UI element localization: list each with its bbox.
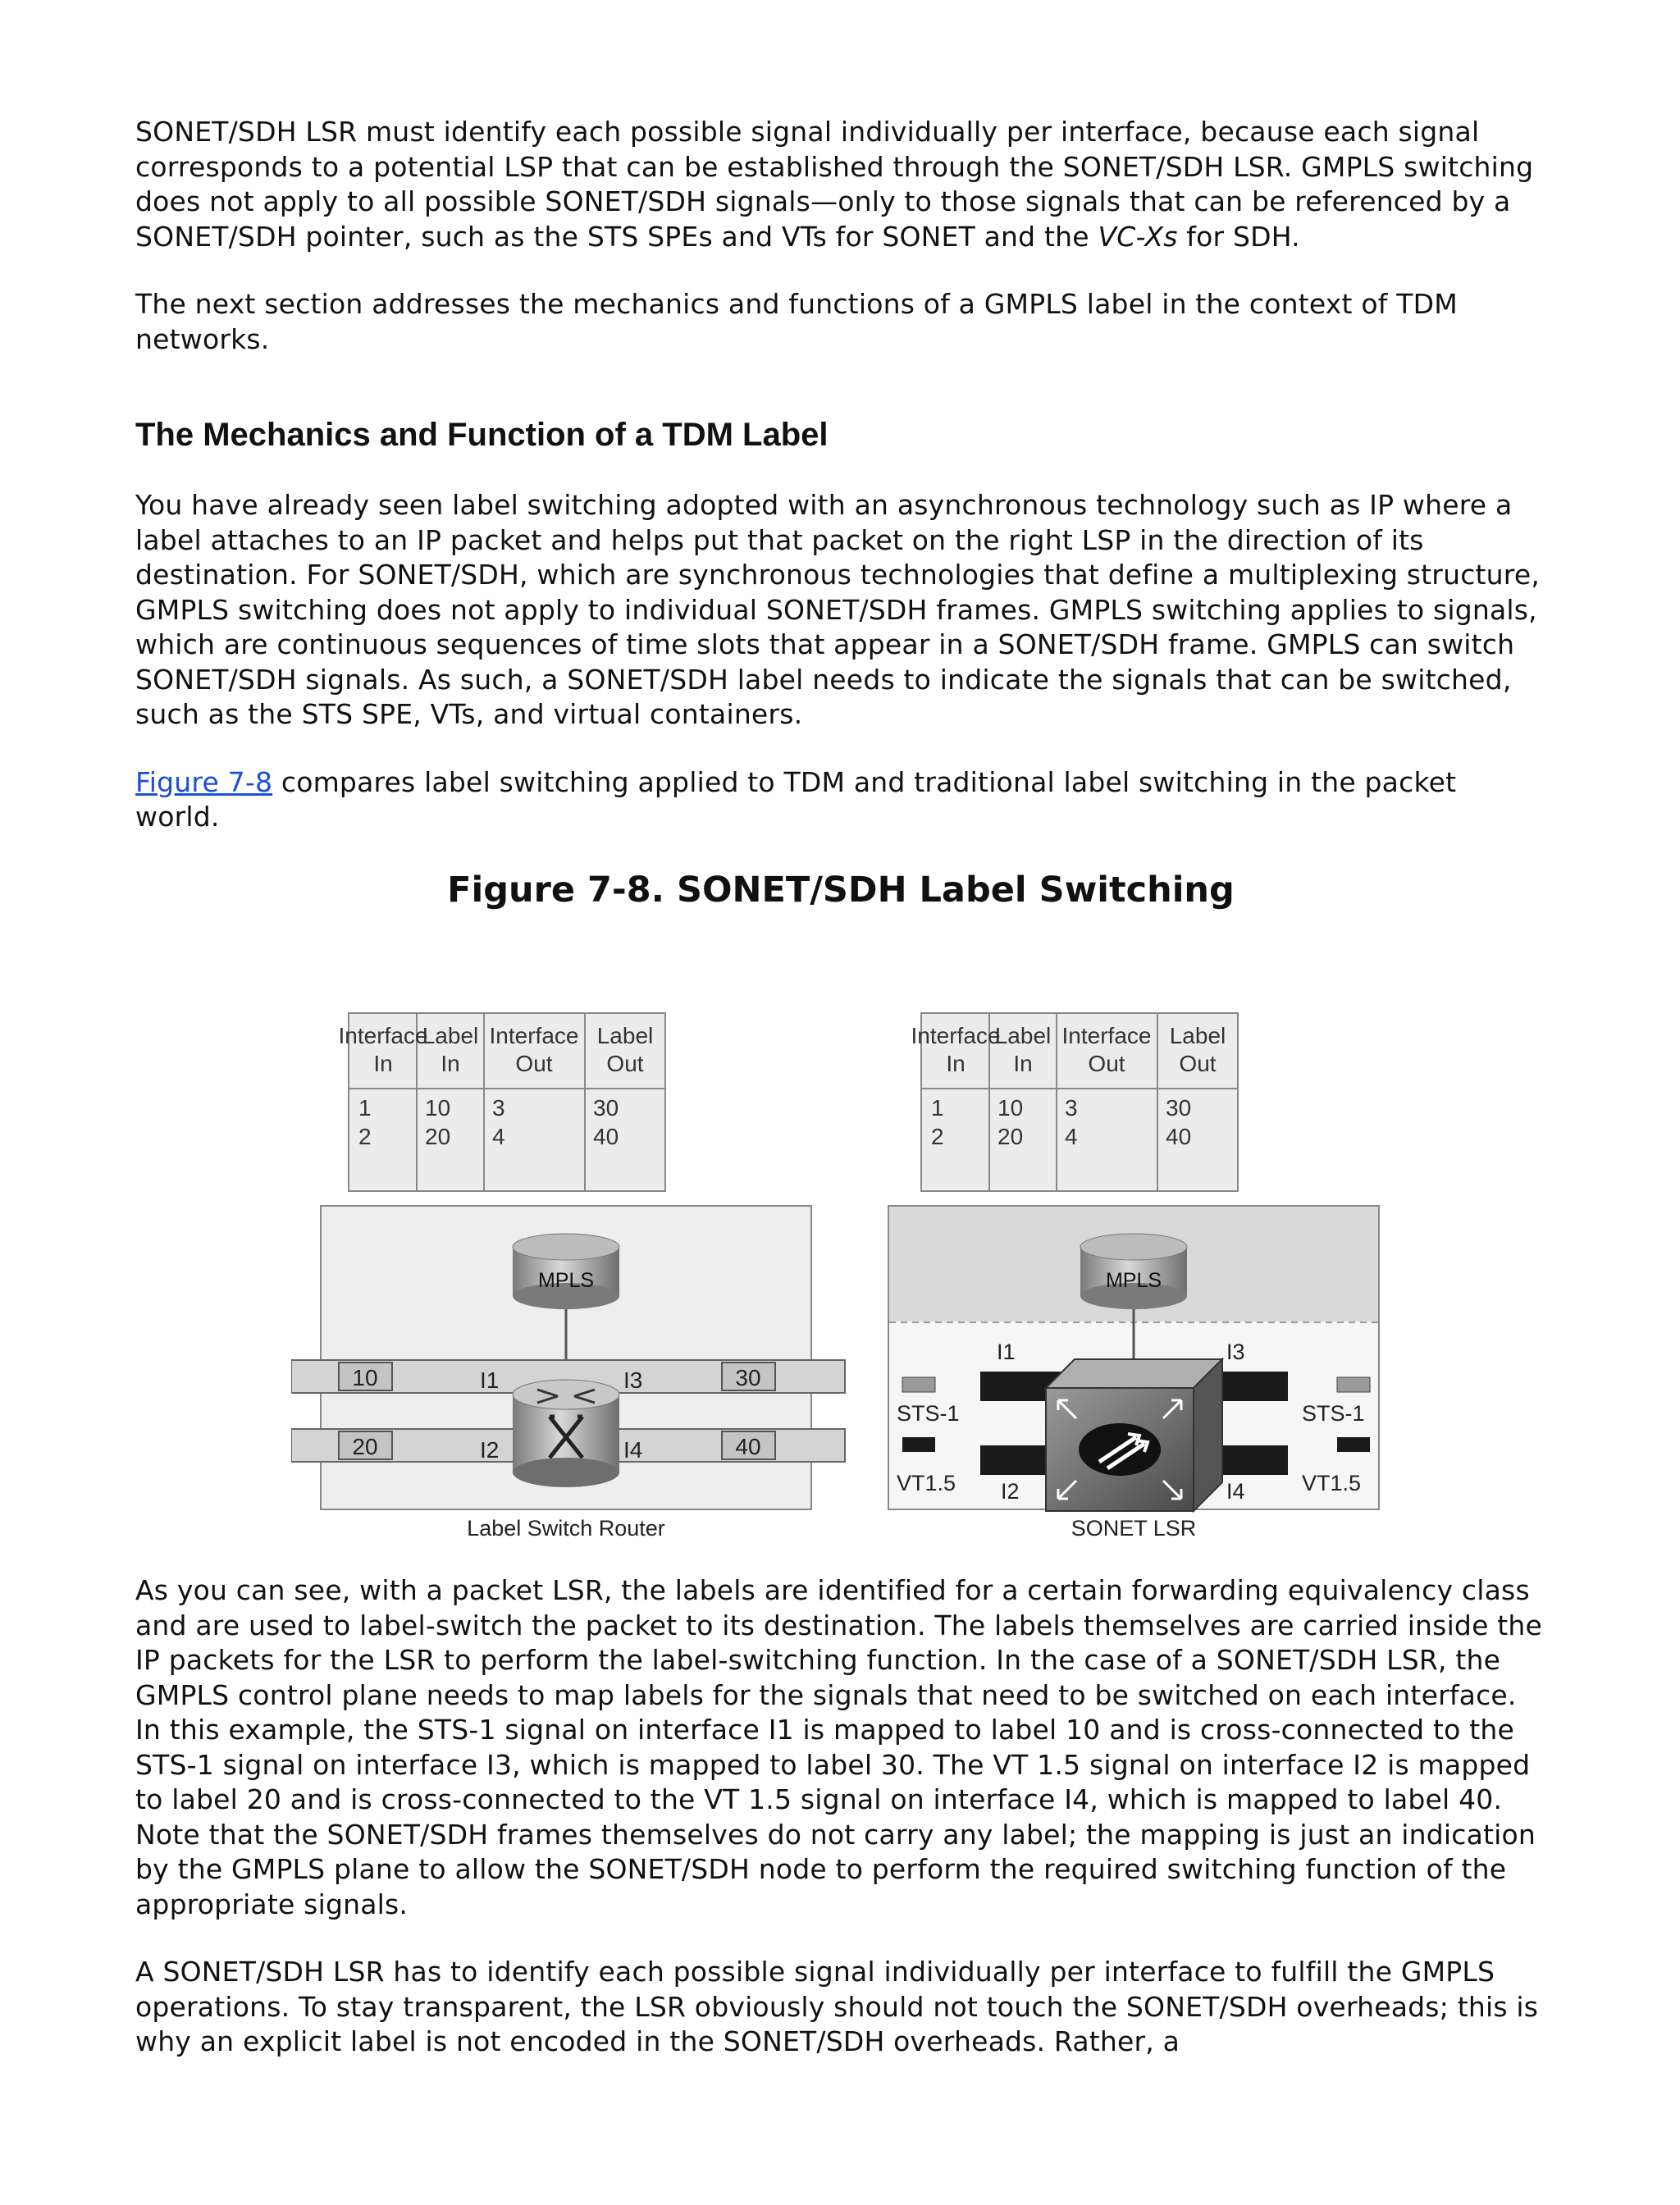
left-table-cell: 10 (425, 1095, 451, 1121)
right-table-cell: 20 (998, 1124, 1024, 1149)
left-table-cell: 20 (425, 1124, 451, 1149)
left-table-header-interface-in-1: Interface (338, 1023, 428, 1048)
right-table-header-interface-in-2: In (946, 1051, 966, 1076)
router-icon (513, 1380, 619, 1487)
paragraph-5: As you can see, with a packet LSR, the labels are identified for a certain forwarding equivalency class and are used to label-switch the packet to its destination. The labels themselves are carried inside the IP packets for the LSR to perform the label-switching function. In the case of a SONET/SDH LSR, the GMPLS control plane needs to map labels for the signals that need to be switched on each interface. In this example, the STS-1 signal on interface I1 is mapped to label 10 and is cross-connected to the STS-1 signal on interface I3, which is mapped to label 30. The VT 1.5 signal on interface I2 is mapped to label 20 and is cross-connected to the VT 1.5 signal on interface I4, which is mapped to label 40. Note that the SONET/SDH frames themselves do not carry any label; the mapping is just an indication by the GMPLS plane to allow the SONET/SDH node to perform the required switching function of the appropriate signals. (135, 1574, 1543, 1920)
right-interface-i3: I3 (1226, 1340, 1245, 1364)
mpls-control-icon (513, 1234, 619, 1309)
sonet-cross-connect-icon (1046, 1359, 1222, 1511)
paragraph-3: You have already seen label switching adopted with an asynchronous technology such as IP where a label attaches to an IP packet and helps put that packet on the right LSP in the direction of its destination. For SONET/SDH, which are synchronous technologies that define a multiplexing structure, GMPLS switching does not apply to individual SONET/SDH frames. GMPLS switching applies to signals, which are continuous sequences of time slots that appear in a SONET/SDH frame. GMPLS can switch SONET/SDH signals. As such, a SONET/SDH label needs to indicate the signals that can be switched, such as the STS SPE, VTs, and virtual containers. (135, 489, 1541, 730)
page-content (135, 115, 1546, 912)
left-label-table (339, 1013, 665, 1191)
left-interface-i3: I3 (623, 1367, 643, 1393)
sonet-lsr-panel (888, 1206, 1379, 1541)
left-table-header-label-in-2: In (441, 1051, 460, 1076)
right-table-cell: 40 (1166, 1124, 1192, 1149)
left-interface-i1: I1 (480, 1367, 500, 1393)
left-table-cell: 1 (358, 1095, 372, 1121)
right-table-header-interface-out-1: Interface (1061, 1023, 1152, 1048)
paragraph-4-text: compares label switching applied to TDM and traditional label switching in the packet world. (135, 765, 1457, 833)
left-table-header-interface-out-1: Interface (489, 1023, 579, 1048)
right-table-header-label-out-2: Out (1179, 1051, 1217, 1076)
left-table-cell: 40 (593, 1124, 619, 1149)
right-label-table (911, 1013, 1238, 1191)
figure-title: Figure 7-8. SONET/SDH Label Switching (447, 869, 1235, 911)
paragraph-1 (135, 115, 1546, 254)
right-table-header-label-out-1: Label (1169, 1023, 1226, 1048)
label-30: 30 (735, 1365, 761, 1390)
left-interface-i4: I4 (623, 1437, 643, 1463)
left-table-cell: 2 (358, 1124, 372, 1149)
right-table-header-interface-out-2: Out (1088, 1051, 1125, 1076)
paragraph-6: A SONET/SDH LSR has to identify each possible signal individually per interface to fulfill the GMPLS operations. To stay transparent, the LSR obviously should not touch the SONET/SDH overheads; this is why an explicit label is not encoded in the SONET/SDH overheads. Rather, a (135, 1956, 1539, 2057)
left-mpls-label: MPLS (537, 1269, 595, 1292)
paragraph-1-text: SONET/SDH LSR must identify each possible signal individually per interface, because each signal corresponds to a potential LSP that can be established through the SONET/SDH LSR. GMPLS switching does not apply to all possible SONET/SDH signals—only to those signals that can be referenced by a SONET/SDH pointer, such as the STS SPEs and VTs for SONET and the (135, 116, 1534, 253)
left-table-header-label-in-1: Label (422, 1023, 479, 1048)
sts-1-left-label: STS-1 (897, 1401, 960, 1426)
right-mpls-control-icon (1080, 1234, 1187, 1309)
label-switch-router-panel (291, 1206, 845, 1541)
left-table-cell: 30 (593, 1095, 619, 1121)
figure-7-8-link[interactable]: Figure 7-8 (135, 765, 273, 798)
right-interface-i2: I2 (1001, 1479, 1020, 1504)
right-table-cell: 2 (931, 1124, 944, 1149)
label-40: 40 (735, 1434, 761, 1459)
right-interface-i4: I4 (1226, 1479, 1245, 1504)
label-10: 10 (352, 1365, 378, 1390)
vc-xs-emphasis: VC-Xs (1098, 220, 1178, 253)
page-content-lower (135, 1573, 1546, 2060)
left-table-cell: 3 (492, 1095, 505, 1121)
paragraph-2: The next section addresses the mechanics and functions of a GMPLS label in the context of TDM networks. (135, 288, 1458, 355)
right-table-cell: 10 (998, 1095, 1024, 1121)
sonet-lsr-caption: SONET LSR (1071, 1516, 1197, 1541)
section-heading: The Mechanics and Function of a TDM Label (135, 417, 829, 453)
left-table-cell: 4 (492, 1124, 505, 1149)
right-mpls-label: MPLS (1105, 1269, 1162, 1292)
left-table-header-interface-out-2: Out (515, 1051, 553, 1076)
left-interface-i2: I2 (480, 1437, 500, 1463)
right-table-header-label-in-2: In (1013, 1051, 1033, 1076)
label-switch-router-caption: Label Switch Router (467, 1516, 665, 1541)
left-table-header-label-out-2: Out (606, 1051, 644, 1076)
vt1-5-left-label: VT1.5 (897, 1471, 956, 1495)
vt1-5-right-label: VT1.5 (1302, 1471, 1362, 1495)
right-table-cell: 3 (1065, 1095, 1078, 1121)
sonet-sdh-label-switching-diagram (291, 1011, 1390, 1554)
right-table-cell: 4 (1065, 1124, 1078, 1149)
sts-1-right-label: STS-1 (1302, 1401, 1365, 1426)
left-table-header-label-out-1: Label (596, 1023, 654, 1048)
paragraph-4 (135, 765, 1546, 835)
right-table-header-interface-in-1: Interface (911, 1023, 1001, 1048)
label-20: 20 (352, 1434, 378, 1459)
right-table-cell: 30 (1166, 1095, 1192, 1121)
right-interface-i1: I1 (997, 1340, 1016, 1364)
left-table-header-interface-in-2: In (373, 1051, 393, 1076)
paragraph-1-tail: for SDH. (1177, 220, 1300, 253)
right-table-header-label-in-1: Label (994, 1023, 1052, 1048)
right-table-cell: 1 (931, 1095, 944, 1121)
